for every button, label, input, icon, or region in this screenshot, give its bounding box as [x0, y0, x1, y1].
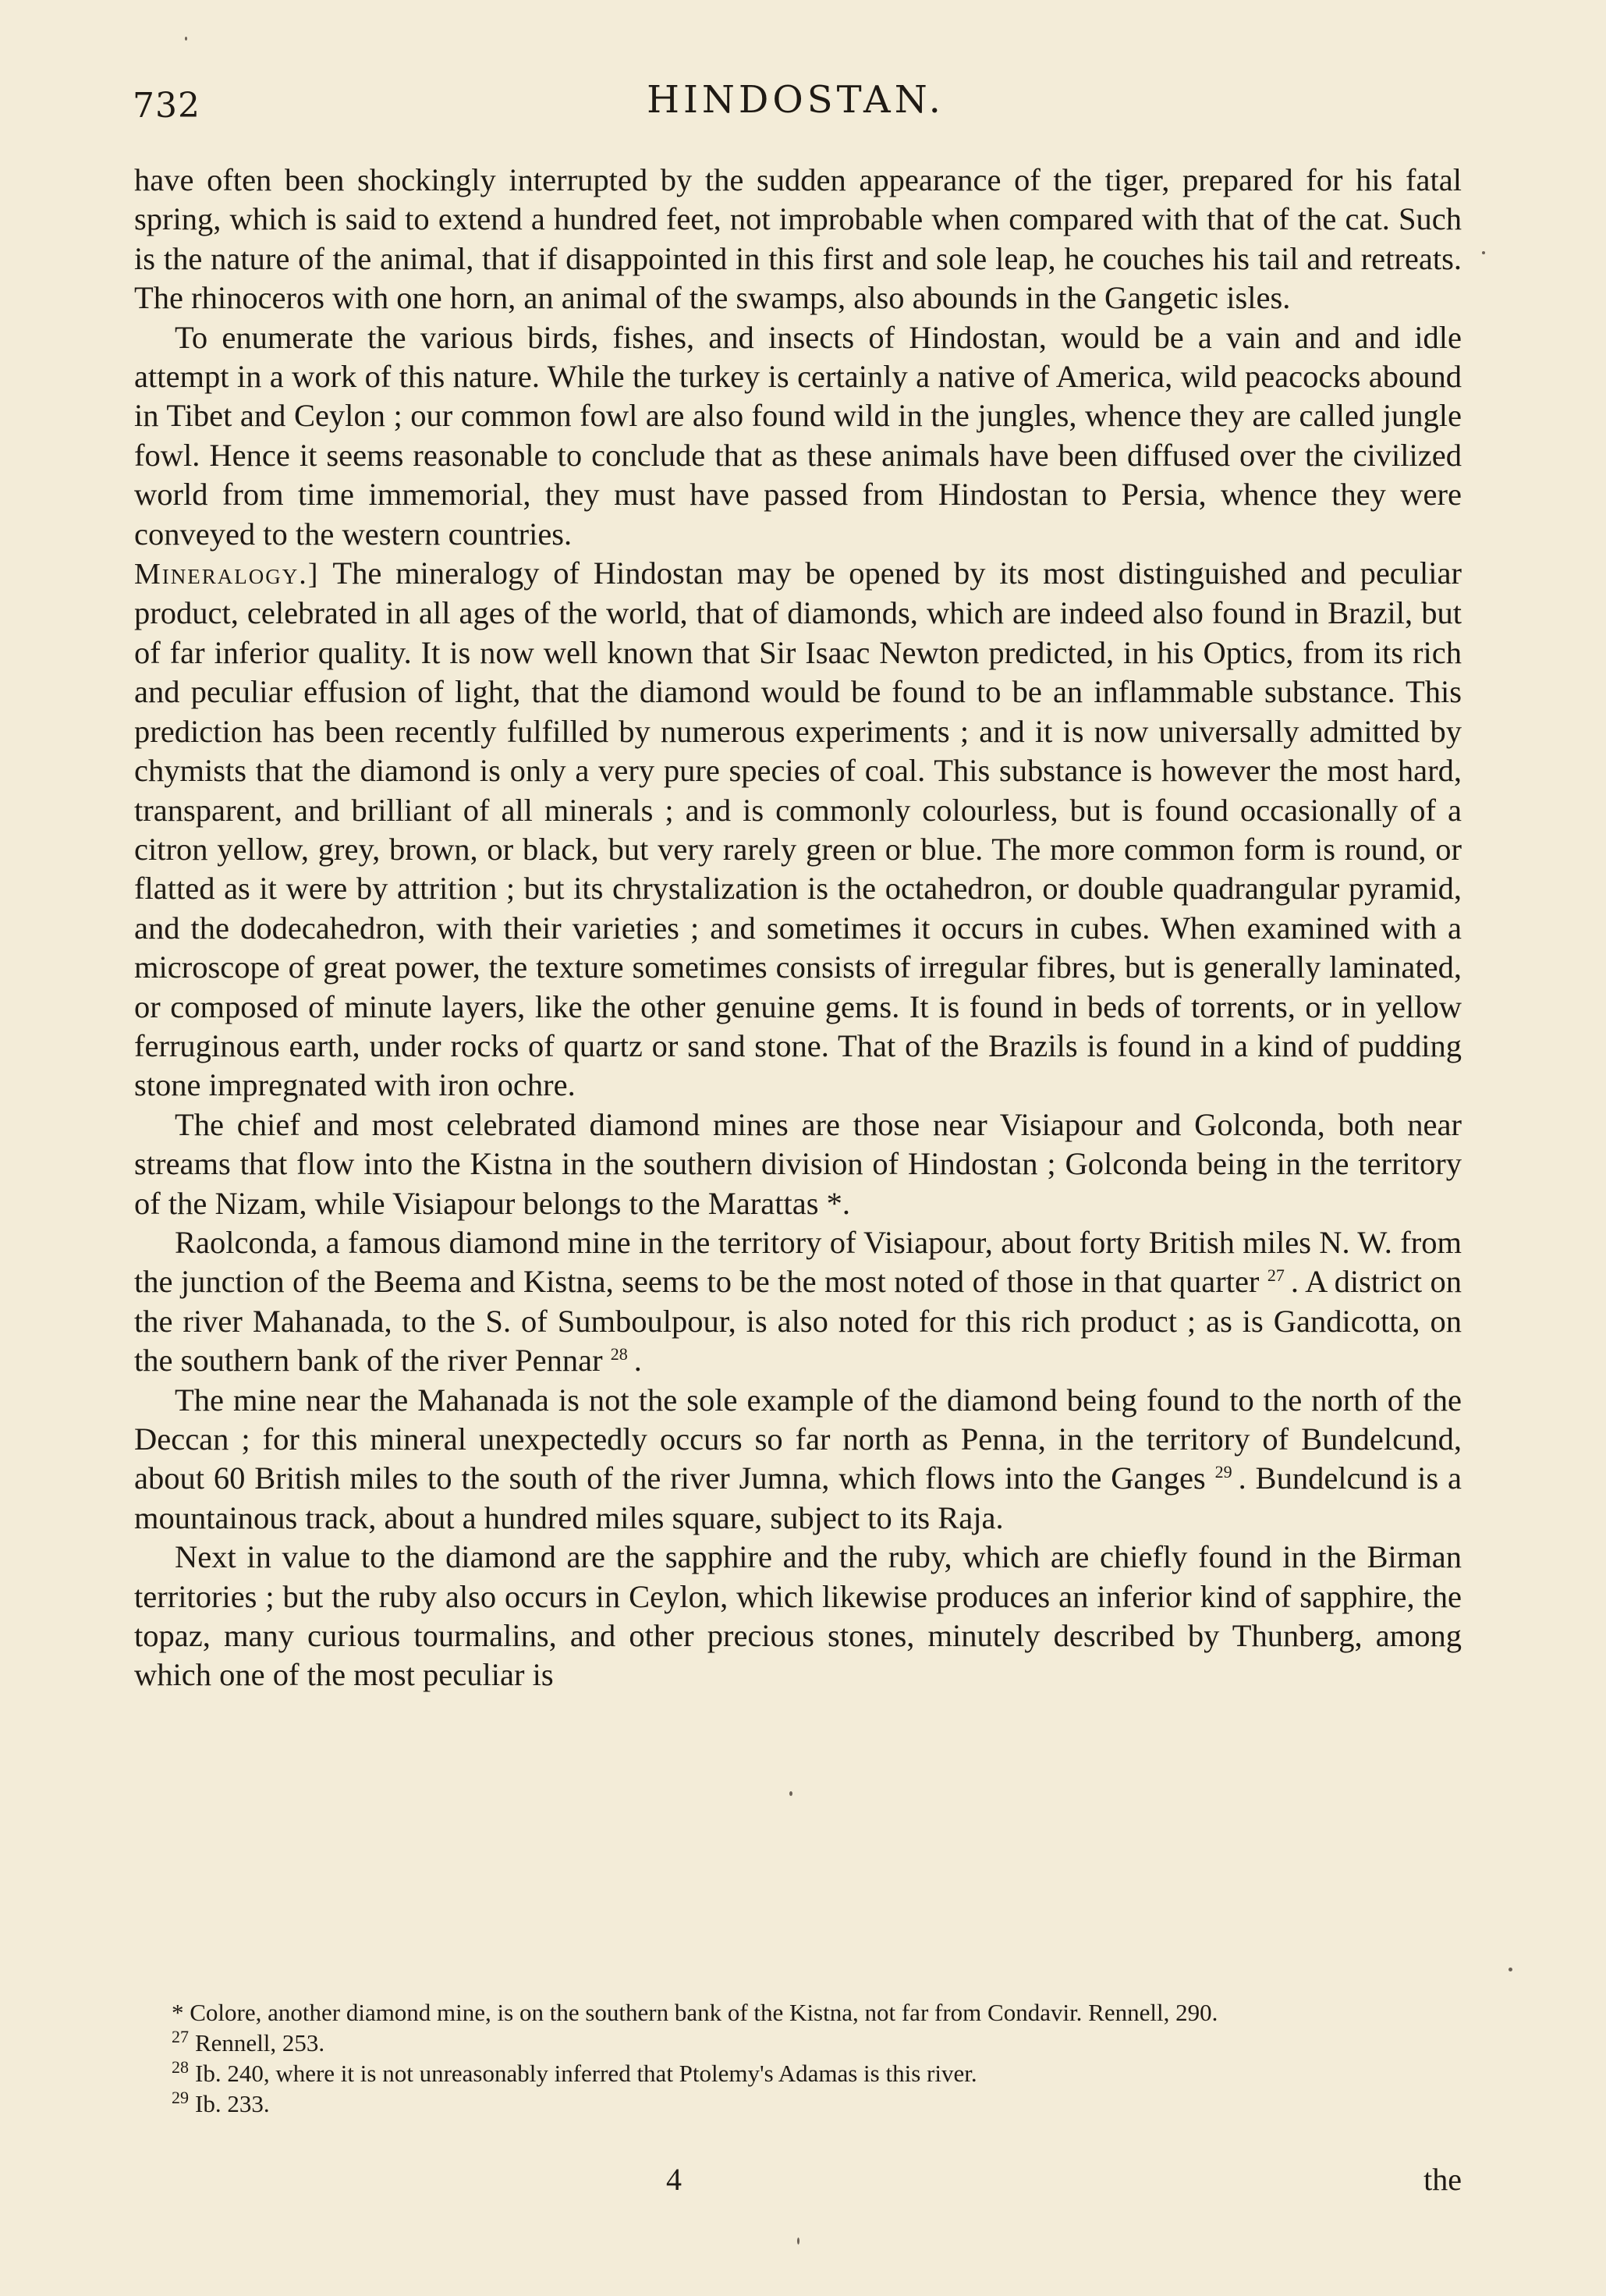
- footnote: [134, 2028, 1462, 2058]
- paper-speck: [1482, 251, 1485, 254]
- paper-speck: [185, 37, 187, 41]
- paragraph-text: .: [633, 1343, 642, 1379]
- paragraph-mines: [134, 1105, 1462, 1223]
- footnote-text: Ib. 240, where it is not unreasonably inferred that Ptolemy's Adamas is this river.: [195, 2060, 977, 2087]
- footnote-mark: 27: [172, 2026, 189, 2046]
- footnotes: [134, 1997, 1462, 2119]
- footnote: [134, 1997, 1462, 2028]
- footnote: [134, 2058, 1462, 2088]
- footnote-ref: 29: [1214, 1461, 1232, 1482]
- footnote-mark: *: [172, 1999, 184, 2026]
- paragraph-text: . A district on the river Mahanada, to the S. of Sumboulpour, is also noted for this rich product ; as is Gandicotta, on the southern bank of the river Pennar: [134, 1264, 1462, 1379]
- page-number: 732: [133, 86, 200, 126]
- paper-speck: [789, 1791, 792, 1796]
- paragraph-mahanada: [134, 1381, 1462, 1538]
- signature-mark: 4: [666, 2162, 682, 2197]
- footnote-ref: 27: [1267, 1265, 1285, 1285]
- footnote-text: Rennell, 253.: [195, 2029, 325, 2056]
- catchword: the: [1423, 2162, 1462, 2197]
- footnote-text: Ib. 233.: [195, 2090, 270, 2117]
- paragraph-mineralogy: [134, 554, 1462, 1105]
- page-title: HINDOSTAN.: [647, 78, 945, 122]
- paragraph-raolconda: [134, 1223, 1462, 1381]
- paragraph-sapphire: [134, 1538, 1462, 1695]
- footnote-mark: 28: [172, 2056, 189, 2077]
- body-text: [134, 161, 1462, 1695]
- paper-speck: [1509, 1968, 1512, 1971]
- paragraph-text: The mineralogy of Hindostan may be opened by its most distinguished and peculiar product, celebrated in all ages of the world, that of diamonds, which are indeed also found in Brazil, but of far inferior quality. It is now well known that Sir Isaac Newton predicted, in his Optics, from its rich and peculiar effusion of light, that the diamond would be found to be an inflammable substance. This prediction has been recently fulfilled by numerous experiments ; and it is now universally admitted by chymists that the diamond is only a very pure species of coal. This substance is however the most hard, transparent, and brilliant of all minerals ; and is commonly colourless, but is found occasionally of a citron yellow, grey, brown, or black, but very rarely green or blue. The more common form is round, or flatted as it were by attrition ; but its chrystalization is the octahedron, or double quadrangular pyramid, and the dodecahedron, with their varieties ; and sometimes it occurs in cubes. When examined with a microscope of great power, the texture sometimes consists of irregular fibres, but is generally laminated, or composed of minute layers, like the other genuine gems. It is found in beds of torrents, or in yellow ferruginous earth, under rocks of quartz or sand stone. That of the Brazils is found in a kind of pudding stone impregnated with iron ochre.: [134, 555, 1462, 1103]
- paragraph-text: Raolconda, a famous diamond mine in the territory of Visiapour, about forty British miles N. W. from the junction of the Beema and Kistna, seems to be the most noted of those in that quarter: [134, 1224, 1462, 1300]
- catchline: [134, 2161, 1462, 2200]
- paragraph-text: have often been shockingly interrupted by the sudden appearance of the tiger, prepared for his fatal spring, which is said to extend a hundred feet, not improbable when compared with that of the cat. Such is the nature of the animal, that if disappointed in this first and sole leap, he couches his tail and retreats. The rhinoceros with one horn, an animal of the swamps, also abounds in the Gangetic isles.: [134, 162, 1462, 316]
- paragraph-text: The chief and most celebrated diamond mines are those near Visiapour and Golconda, both near streams that flow into the Kistna in the southern division of Hindostan ; Golconda being in the territory of the Nizam, while Visiapour belongs to the Marattas *.: [134, 1106, 1462, 1221]
- paragraph-tiger: [134, 161, 1462, 318]
- paragraph-text: The mine near the Mahanada is not the sole example of the diamond being found to the north of the Deccan ; for this mineral unexpectedly occurs so far north as Penna, in the territory of Bundelcund, about 60 British miles to the south of the river Jumna, which flows into the Ganges: [134, 1382, 1462, 1496]
- paragraph-text: To enumerate the various birds, fishes, and insects of Hindostan, would be a vain and and idle attempt in a work of this nature. While the turkey is certainly a native of America, wild peacocks abound in Tibet and Ceylon ; our common fowl are also found wild in the jungles, whence they are called jungle fowl. Hence it seems reasonable to conclude that as these animals have been diffused over the civilized world from time immemorial, they must have passed from Hindostan to Persia, whence they were conveyed to the western countries.: [134, 319, 1462, 552]
- paragraph-birds: [134, 318, 1462, 554]
- paragraph-text: . Bundelcund is a mountainous track, about a hundred miles square, subject to its Raja.: [134, 1460, 1462, 1535]
- footnote-mark: 29: [172, 2087, 189, 2107]
- footnote-text: Colore, another diamond mine, is on the southern bank of the Kistna, not far from Condavir. Rennell, 290.: [190, 1999, 1218, 2026]
- section-sidehead: Mineralogy.]: [134, 558, 320, 591]
- paper-speck: [797, 2237, 799, 2245]
- running-head: [133, 78, 1459, 125]
- paragraph-text: Next in value to the diamond are the sapphire and the ruby, which are chiefly found in the Birman territories ; but the ruby also occurs in Ceylon, which likewise produces an inferior kind of sapphire, the topaz, many curious tourmalins, and other precious stones, minutely described by Thunberg, among which one of the most peculiar is: [134, 1539, 1462, 1693]
- footnote-ref: 28: [610, 1343, 628, 1364]
- footnote: [134, 2088, 1462, 2119]
